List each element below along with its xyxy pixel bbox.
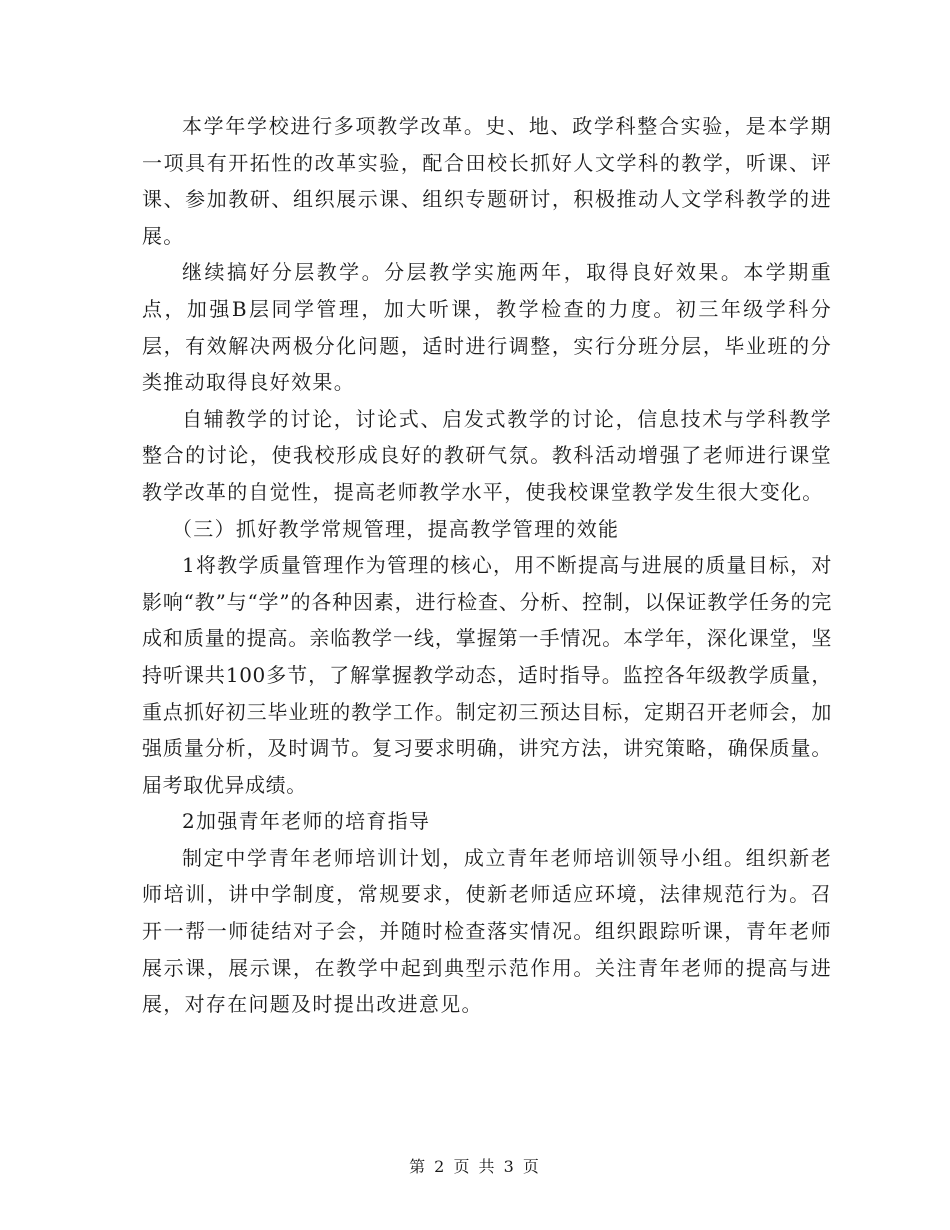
page-number-footer: 第 2 页 共 3 页 <box>409 1157 541 1176</box>
paragraph-teaching-research: 自辅教学的讨论，讨论式、启发式教学的讨论，信息技术与学科教学整合的讨论，使我校形成良好的教研气氛。教科活动增强了老师进行课堂教学改革的自觉性，提高老师教学水平，使我校课堂教学发生很大变化。 <box>142 406 832 504</box>
paragraph-youth-teachers: 制定中学青年老师培训计划，成立青年老师培训领导小组。组织新老师培训，讲中学制度，常规要求，使新老师适应环境，法律规范行为。召开一帮一师徒结对子会，并随时检查落实情况。组织跟踪听课，青年老师展示课，展示课，在教学中起到典型示范作用。关注青年老师的提高与进展，对存在问题及时提出改进意见。 <box>142 845 832 1017</box>
paragraph-reform: 本学年学校进行多项教学改革。史、地、政学科整合实验，是本学期一项具有开拓性的改革实验，配合田校长抓好人文学科的教学，听课、评课、参加教研、组织展示课、组织专题研讨，积极推动人文学科教学的进展。 <box>142 114 832 248</box>
document-body <box>142 108 832 1023</box>
paragraph-quality-management: 1将教学质量管理作为管理的核心，用不断提高与进展的质量目标，对影响“教”与“学”的各种因素，进行检查、分析、控制，以保证教学任务的完成和质量的提高。亲临教学一线，掌握第一手情况。本学年，深化课堂，坚持听课共100多节，了解掌握教学动态，适时指导。监控各年级教学质量，重点抓好初三毕业班的教学工作。制定初三预达目标，定期召开老师会，加强质量分析，及时调节。复习要求明确，讲究方法，讲究策略，确保质量。届考取优异成绩。 <box>142 553 832 797</box>
subheading-youth-teachers: 2加强青年老师的培育指导 <box>182 809 431 834</box>
section-heading: （三）抓好教学常规管理，提高教学管理的效能 <box>172 516 620 541</box>
paragraph-tiered-teaching: 继续搞好分层教学。分层教学实施两年，取得良好效果。本学期重点，加强B层同学管理，加大听课，教学检查的力度。初三年级学科分层，有效解决两极分化问题，适时进行调整，实行分班分层，毕业班的分类推动取得良好效果。 <box>142 260 832 395</box>
